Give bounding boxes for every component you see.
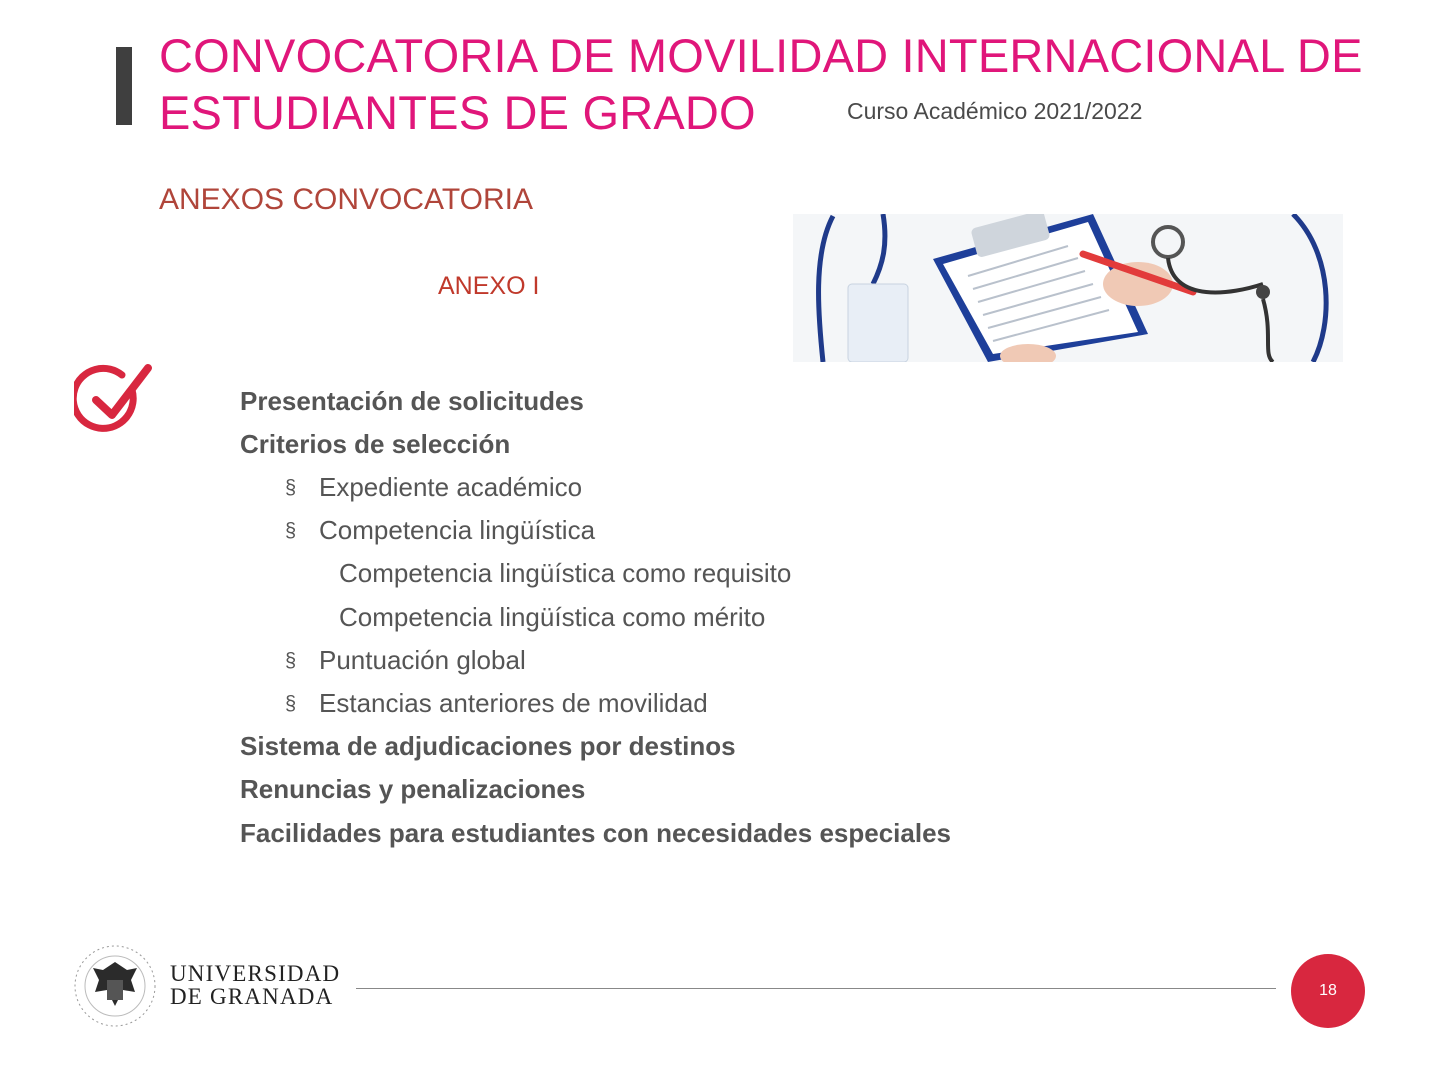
list-item: § Puntuación global [285,645,526,675]
list-item: § Expediente académico [285,472,583,502]
footer-divider [356,988,1276,989]
page-number-badge: 18 [1291,954,1365,1028]
list-item: § Competencia lingüística [285,515,596,545]
university-seal-icon [73,944,157,1028]
list-item: Facilidades para estudiantes con necesidades especiales [240,818,952,848]
bullet-icon: § [285,520,297,542]
slide-title-line-1: CONVOCATORIA DE MOVILIDAD INTERNACIONAL DE [159,29,1363,82]
list-item: Renuncias y penalizaciones [240,774,586,804]
title-accent-bar [116,47,132,125]
section-heading: ANEXOS CONVOCATORIA [159,183,533,216]
list-item: § Estancias anteriores de movilidad [285,688,708,718]
checkmark-icon [74,360,156,438]
clipboard-stethoscope-photo [793,214,1343,362]
bullet-icon: § [285,477,297,499]
logo-text-line-2: DE GRANADA [170,984,334,1009]
bullet-icon: § [285,693,297,715]
annex-label: ANEXO I [438,272,540,300]
list-item: Competencia lingüística como mérito [339,602,766,632]
list-item: Criterios de selección [240,429,511,459]
bullet-icon: § [285,650,297,672]
logo-text-line-1: UNIVERSIDAD [170,961,341,986]
list-item: Competencia lingüística como requisito [339,558,792,588]
slide-title-line-2: ESTUDIANTES DE GRADO [159,86,756,139]
academic-year-subtitle: Curso Académico 2021/2022 [847,98,1143,124]
list-item: Sistema de adjudicaciones por destinos [240,731,736,761]
list-item: Presentación de solicitudes [240,386,584,416]
